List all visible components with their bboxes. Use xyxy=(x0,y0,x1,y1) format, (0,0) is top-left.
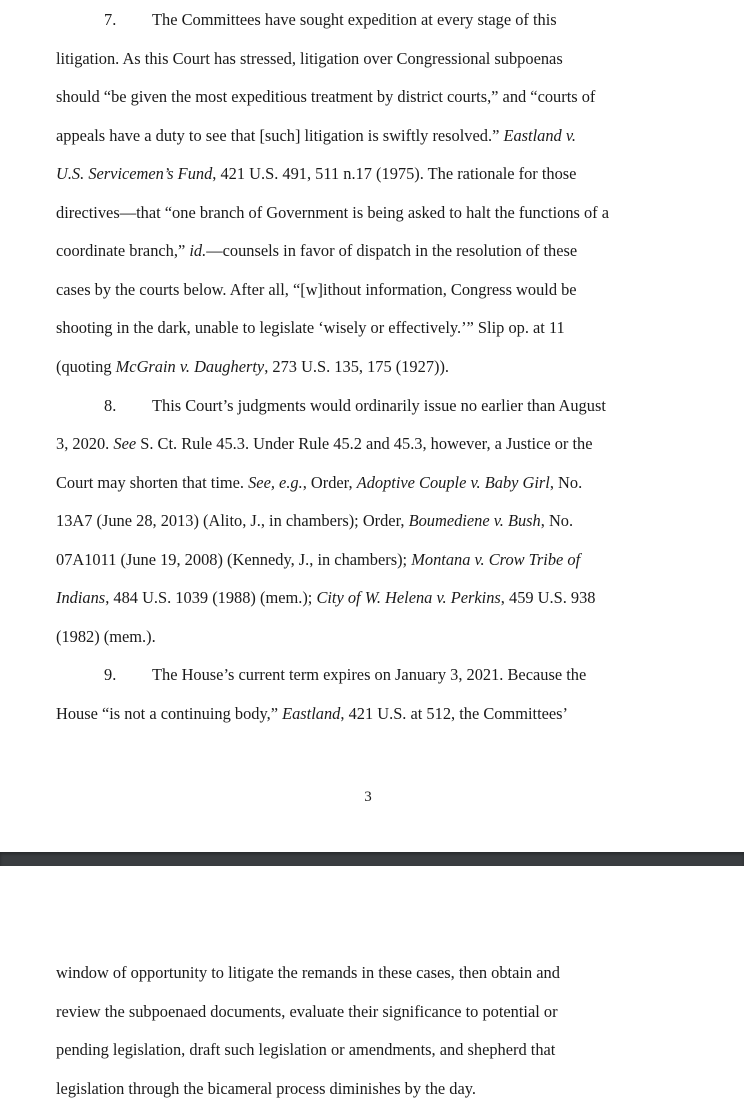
page-number: 3 xyxy=(364,789,372,805)
text-run: 13A7 (June 28, 2013) (Alito, J., in chambers); Order, xyxy=(56,511,409,531)
paragraph-line: window of opportunity to litigate the remands in these cases, then obtain and xyxy=(56,963,560,982)
text-run: , 421 U.S. 491, 511 n.17 (1975). The rationale for those xyxy=(212,164,577,184)
text-run: appeals have a duty to see that [such] litigation is swiftly resolved.” xyxy=(56,125,504,145)
text-run: S. Ct. Rule 45.3. Under Rule 45.2 and 45.3, however, a Justice or the xyxy=(136,434,593,454)
paragraph-line xyxy=(56,49,563,69)
paragraph-line xyxy=(56,704,568,724)
paragraph-line xyxy=(56,588,596,608)
text-run: , No. xyxy=(540,511,574,531)
text-run: (1982) (mem.). xyxy=(56,626,156,646)
paragraph-line xyxy=(152,396,606,416)
paragraph-line xyxy=(56,203,609,223)
text-run: , No. xyxy=(549,472,583,492)
italic-citation: McGrain v. Daugherty xyxy=(115,356,265,376)
page-separator xyxy=(0,852,744,866)
text-run: The House’s current term expires on January 3, 2021. Because the xyxy=(152,665,587,685)
text-run: Court may shorten that time. xyxy=(56,472,249,492)
paragraph-line xyxy=(56,473,582,493)
paragraph-line xyxy=(56,87,595,107)
text-run: , 273 U.S. 135, 175 (1927)). xyxy=(264,356,450,376)
text-run: (quoting xyxy=(56,356,116,376)
text-run: litigation. As this Court has stressed, litigation over Congressional subpoenas xyxy=(56,48,563,68)
italic-citation: Montana v. Crow Tribe of xyxy=(411,549,581,569)
italic-citation: Boumediene v. Bush xyxy=(408,511,541,531)
paragraph-line: legislation through the bicameral process diminishes by the day. xyxy=(56,1079,476,1099)
italic-citation: See, e.g. xyxy=(248,472,303,492)
italic-citation: Adoptive Couple v. Baby Girl xyxy=(356,472,550,492)
text-run: , 484 U.S. 1039 (1988) (mem.); xyxy=(105,588,317,608)
text-run: The Committees have sought expedition at every stage of this xyxy=(152,10,557,29)
text-run: cases by the courts below. After all, “[w]ithout information, Congress would be xyxy=(56,279,577,299)
paragraph-line xyxy=(56,357,449,377)
text-run: shooting in the dark, unable to legislate ‘wisely or effectively.’” Slip op. at 11 xyxy=(56,318,565,338)
paragraph-line xyxy=(56,318,565,338)
text-run: 3, 2020. xyxy=(56,434,114,454)
text-run: coordinate branch,” xyxy=(56,241,190,261)
paragraph-line xyxy=(56,434,593,454)
paragraph-number: 7. xyxy=(104,10,117,29)
text-run: should “be given the most expeditious treatment by district courts,” and “courts of xyxy=(56,87,596,107)
paragraph-line xyxy=(56,164,576,184)
paragraph-line xyxy=(56,280,577,300)
paragraph-line xyxy=(56,627,156,647)
paragraph-line xyxy=(152,10,557,30)
text-run: directives—that “one branch of Government is being asked to halt the functions of a xyxy=(56,202,610,222)
italic-citation: id. xyxy=(189,241,207,261)
document-page-2 xyxy=(0,866,744,1118)
text-run: , 459 U.S. 938 xyxy=(500,588,596,608)
text-run: This Court’s judgments would ordinarily issue no earlier than August xyxy=(152,395,606,415)
paragraph-line xyxy=(152,665,586,685)
text-run: , Order, xyxy=(302,472,357,492)
italic-citation: Eastland xyxy=(282,703,341,723)
italic-citation: See xyxy=(113,434,137,454)
paragraph-line: pending legislation, draft such legislation or amendments, and shepherd that xyxy=(56,1040,556,1060)
paragraph-number: 9. xyxy=(104,665,117,685)
text-run: House “is not a continuing body,” xyxy=(56,703,283,723)
paragraph-line: review the subpoenaed documents, evaluate their significance to potential or xyxy=(56,1001,558,1021)
italic-citation: U.S. Servicemen’s Fund xyxy=(56,164,213,184)
text-run: —counsels in favor of dispatch in the resolution of these xyxy=(206,241,578,261)
text-run: , 421 U.S. at 512, the Committees’ xyxy=(340,703,569,723)
paragraph-line xyxy=(56,241,577,261)
paragraph-line xyxy=(56,550,580,570)
italic-citation: Eastland v. xyxy=(503,125,576,145)
italic-citation: City of W. Helena v. Perkins xyxy=(316,588,501,608)
paragraph-number: 8. xyxy=(104,395,117,415)
paragraph-line xyxy=(56,511,573,531)
paragraph-line xyxy=(56,126,576,146)
italic-citation: Indians xyxy=(56,588,106,608)
text-run: 07A1011 (June 19, 2008) (Kennedy, J., in chambers); xyxy=(56,549,412,569)
